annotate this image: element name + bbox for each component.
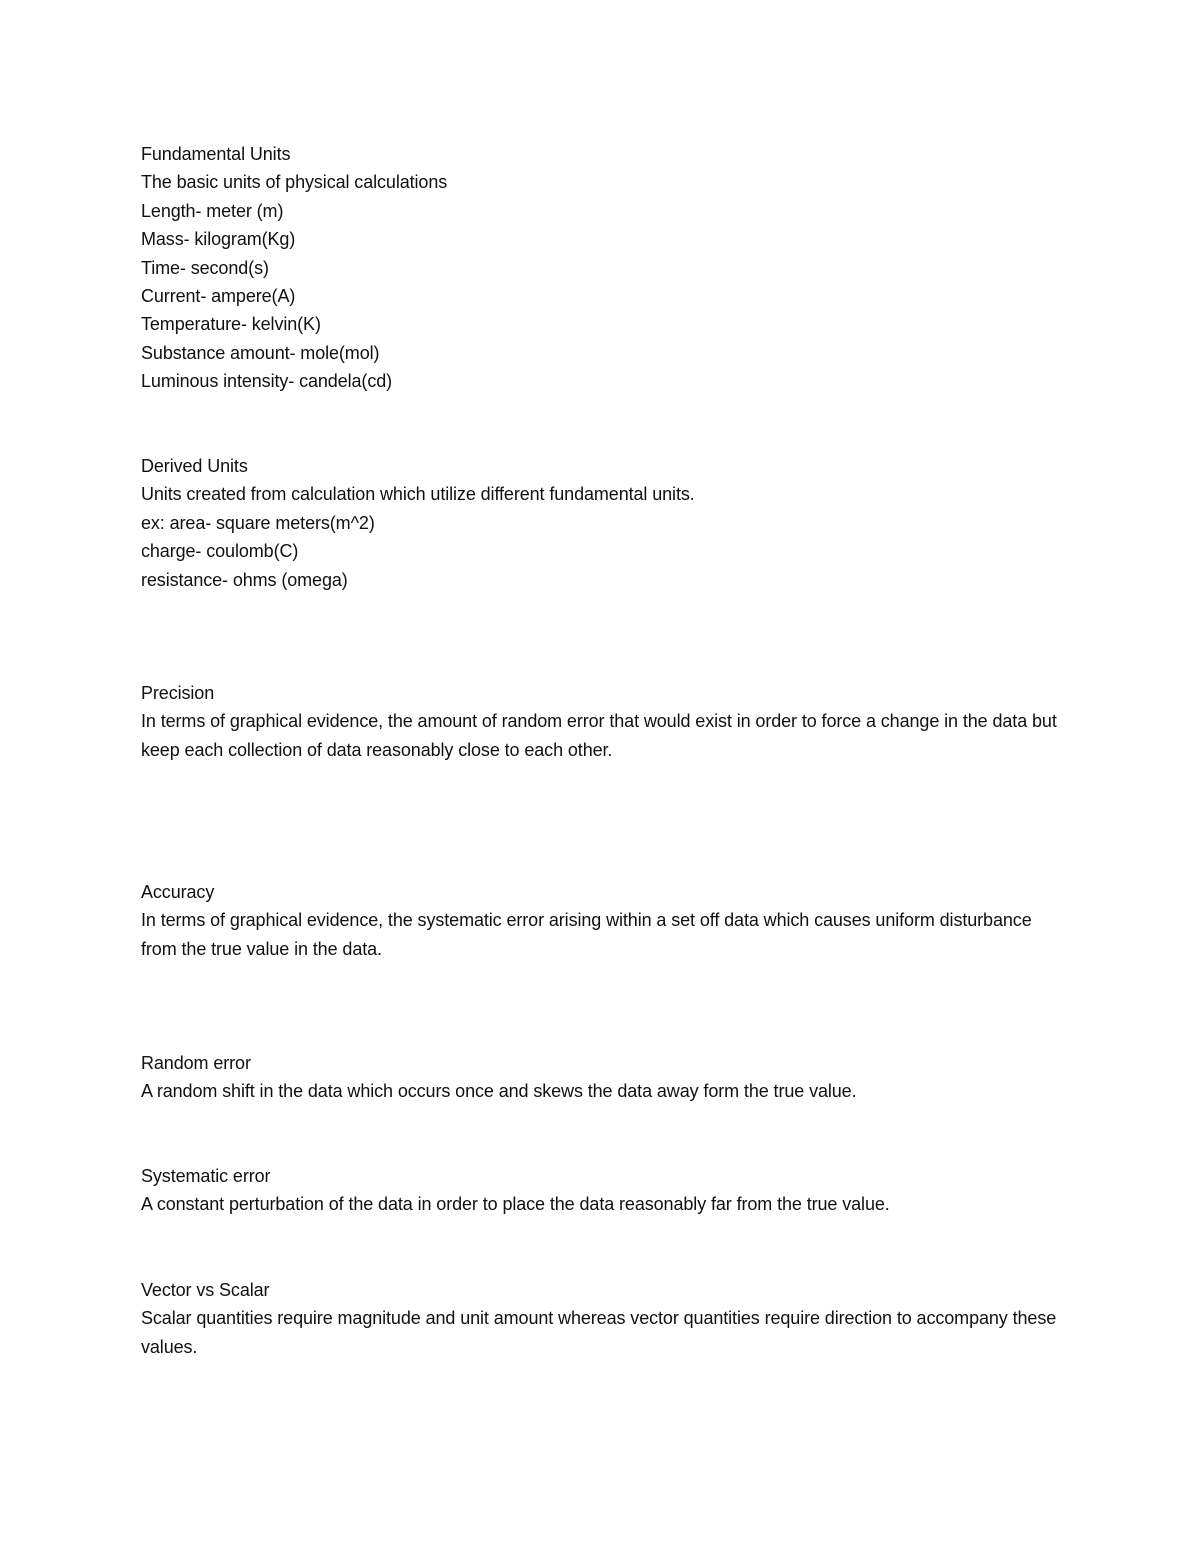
section-accuracy xyxy=(141,878,1071,963)
section-paragraph: In terms of graphical evidence, the systematic error arising within a set off data which causes uniform disturbance from the true value in the data. xyxy=(141,910,1032,959)
text-line: Luminous intensity- candela(cd) xyxy=(141,371,393,392)
section-paragraph: A constant perturbation of the data in order to place the data reasonably far from the true value. xyxy=(141,1194,890,1215)
section-heading: Precision xyxy=(141,683,215,703)
section-heading: Derived Units xyxy=(141,456,248,476)
text-line: Temperature- kelvin(K) xyxy=(141,314,321,335)
text-line: charge- coulomb(C) xyxy=(141,541,299,562)
section-vector-vs-scalar xyxy=(141,1276,1071,1361)
section-random-error xyxy=(141,1049,1071,1106)
section-fundamental-units xyxy=(141,140,1071,396)
text-line: ex: area- square meters(m^2) xyxy=(141,512,375,533)
text-line: Mass- kilogram(Kg) xyxy=(141,229,296,250)
section-heading: Random error xyxy=(141,1053,251,1073)
section-systematic-error xyxy=(141,1162,1071,1219)
section-heading: Fundamental Units xyxy=(141,144,291,164)
text-line: Time- second(s) xyxy=(141,257,269,278)
section-precision xyxy=(141,679,1071,764)
text-line: resistance- ohms (omega) xyxy=(141,569,348,590)
section-paragraph: In terms of graphical evidence, the amount of random error that would exist in order to force a change in the data but keep each collection of data reasonably close to each other. xyxy=(141,711,1057,760)
text-line: Units created from calculation which utilize different fundamental units. xyxy=(141,484,695,505)
section-paragraph: A random shift in the data which occurs once and skews the data away form the true value. xyxy=(141,1081,857,1102)
text-line: Substance amount- mole(mol) xyxy=(141,342,380,363)
section-derived-units xyxy=(141,452,1071,594)
text-line: Length- meter (m) xyxy=(141,200,284,221)
section-heading: Accuracy xyxy=(141,882,215,902)
text-line: Current- ampere(A) xyxy=(141,286,296,307)
section-paragraph: Scalar quantities require magnitude and unit amount whereas vector quantities require direction to accompany these values. xyxy=(141,1308,1057,1357)
section-heading: Systematic error xyxy=(141,1166,271,1186)
section-heading: Vector vs Scalar xyxy=(141,1280,270,1300)
text-line: The basic units of physical calculations xyxy=(141,172,448,193)
